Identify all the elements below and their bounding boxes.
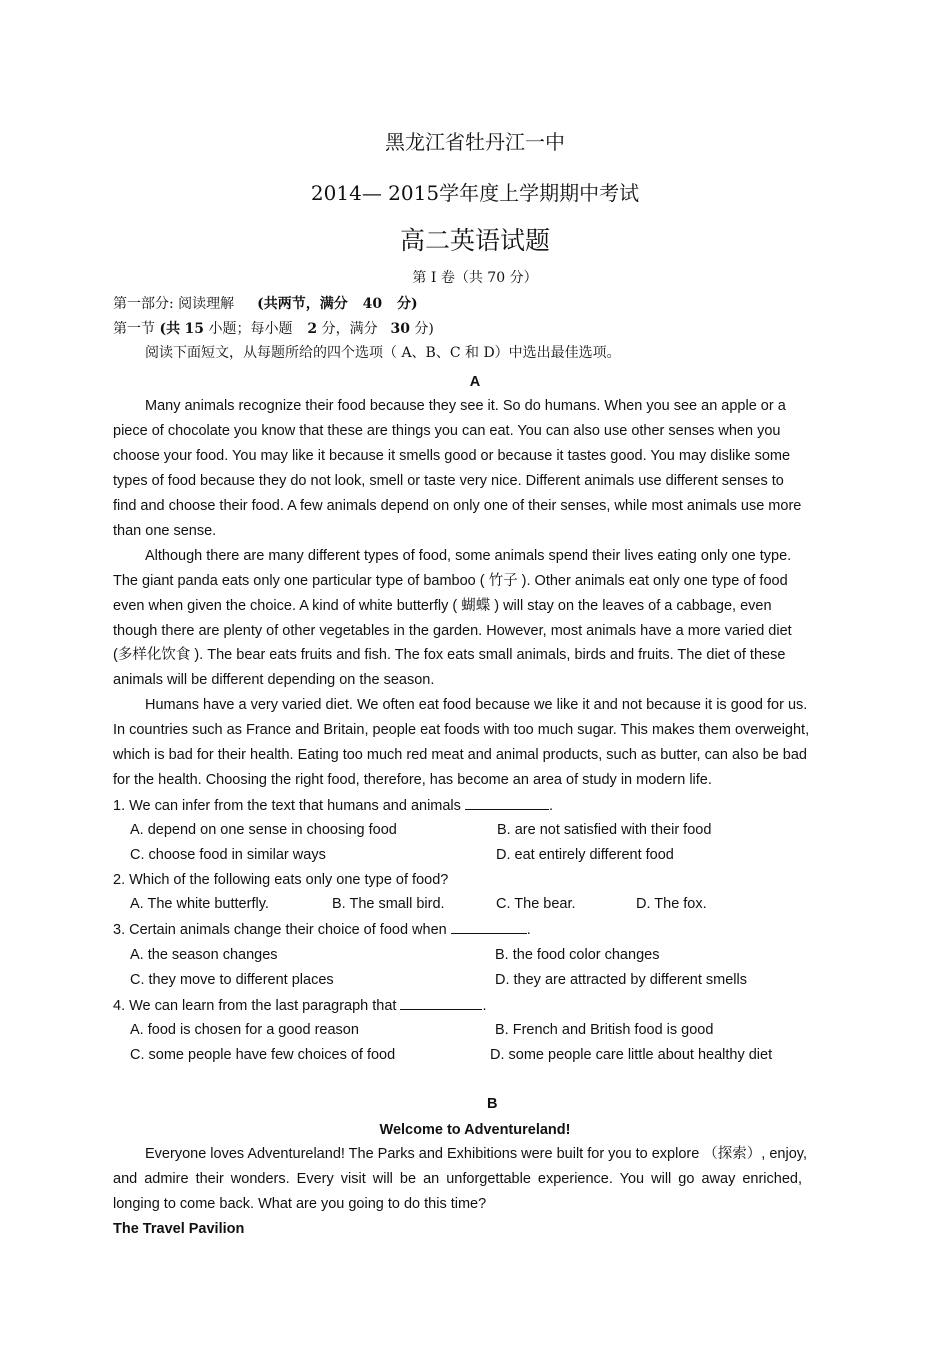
section-subheading: The Travel Pavilion: [113, 1221, 245, 1237]
paragraph-line: though there are plenty of other vegetables in the garden. However, most animals have a more varied diet: [113, 623, 792, 639]
direction-text: 阅读下面短文，从每题所给的四个选项（ A、B、C 和 D）中选出最佳选项。: [145, 345, 621, 361]
option-b: B. The small bird.: [332, 896, 445, 912]
answer-blank: [465, 796, 549, 810]
paragraph-line: The giant panda eats only one particular type of bamboo ( 竹子 ). Other animals eat only one type of food: [113, 573, 788, 589]
option-b: B. the food color changes: [495, 947, 660, 963]
school-name: 黑龙江省牡丹江一中: [385, 130, 565, 154]
paragraph-line: longing to come back. What are you going to do this time?: [113, 1196, 487, 1212]
part-label: 第一部分: 阅读理解: [113, 296, 235, 312]
part-score-value: 40: [362, 296, 383, 312]
part-score-open: (共两节，满分: [257, 296, 348, 312]
paragraph-line: Humans have a very varied diet. We often eat food because we like it and not because it is good for us.: [145, 697, 808, 713]
option-a: A. The white butterfly.: [130, 896, 269, 912]
paragraph-line: for the health. Choosing the right food, therefore, has become an area of study in modern life.: [113, 772, 712, 788]
paragraph-line: choose your food. You may like it because it smells good or because it tastes good. You may dislike some: [113, 448, 791, 464]
paragraph-line: Although there are many different types of food, some animals spend their lives eating only one type.: [145, 548, 792, 564]
answer-blank: [451, 920, 527, 934]
section-label: 第一节: [113, 321, 155, 337]
paragraph-line: types of food because they do not look, smell or taste very nice. Different animals use different senses to: [113, 473, 784, 489]
option-a: A. the season changes: [130, 947, 278, 963]
paragraph-line: In countries such as France and Britain, people eat foods with too much sugar. This makes them overweight,: [113, 722, 810, 738]
volume-info: 第 I 卷（共 70 分）: [412, 270, 538, 286]
page-title: 高二英语试题: [399, 226, 550, 255]
option-c: C. some people have few choices of food: [130, 1047, 396, 1063]
part-score-close: 分): [397, 296, 418, 312]
passage-a-label: A: [469, 374, 481, 390]
option-b: B. are not satisfied with their food: [497, 822, 712, 838]
question-stem: 3. Certain animals change their choice of food when .: [113, 922, 531, 938]
paragraph-line: piece of chocolate you know that these are things you can eat. You can also use other senses when you: [113, 423, 781, 439]
option-c: C. choose food in similar ways: [130, 847, 326, 863]
option-b: B. French and British food is good: [495, 1022, 714, 1038]
option-d: D. they are attracted by different smells: [495, 972, 747, 988]
option-c: C. The bear.: [496, 896, 576, 912]
question-stem: 4. We can learn from the last paragraph that .: [113, 998, 487, 1014]
paragraph-line: and admire their wonders. Every visit will be an unforgettable experience. You will go away enriched,: [113, 1171, 802, 1187]
question-stem: 2. Which of the following eats only one type of food?: [113, 872, 449, 888]
paragraph-line: Everyone loves Adventureland! The Parks and Exhibitions were built for you to explore （探索）, enjoy,: [145, 1146, 807, 1162]
passage-b-title: Welcome to Adventureland!: [379, 1122, 571, 1138]
paragraph-line: animals will be different depending on the season.: [113, 672, 435, 688]
exam-term: 2014— 2015学年度上学期期中考试: [310, 181, 640, 205]
question-stem: 1. We can infer from the text that humans and animals .: [113, 798, 553, 814]
paragraph-line: Many animals recognize their food because they see it. So do humans. When you see an apple or a: [145, 398, 786, 414]
option-a: A. food is chosen for a good reason: [130, 1022, 359, 1038]
option-d: D. eat entirely different food: [496, 847, 674, 863]
option-d: D. The fox.: [636, 896, 707, 912]
passage-b-label: B: [487, 1096, 498, 1112]
section-heading: 第一节 (共 15 小题；每小题 2 分，满分 30 分): [113, 321, 434, 337]
part-heading: [113, 295, 418, 313]
answer-blank: [400, 996, 482, 1010]
paragraph-line: which is bad for their health. Eating too much red meat and animal products, such as butter, can also be bad: [113, 747, 807, 763]
option-d: D. some people care little about healthy diet: [490, 1047, 773, 1063]
paragraph-line: than one sense.: [113, 523, 217, 539]
paragraph-line: even when given the choice. A kind of white butterfly ( 蝴蝶 ) will stay on the leaves of a cabbage, even: [113, 598, 772, 614]
option-c: C. they move to different places: [130, 972, 334, 988]
option-a: A. depend on one sense in choosing food: [130, 822, 397, 838]
paragraph-line: find and choose their food. A few animals depend on only one of their senses, while most animals use more: [113, 498, 802, 514]
paragraph-line: (多样化饮食 ). The bear eats fruits and fish. The fox eats small animals, birds and fruits. The diet of these: [113, 647, 786, 663]
